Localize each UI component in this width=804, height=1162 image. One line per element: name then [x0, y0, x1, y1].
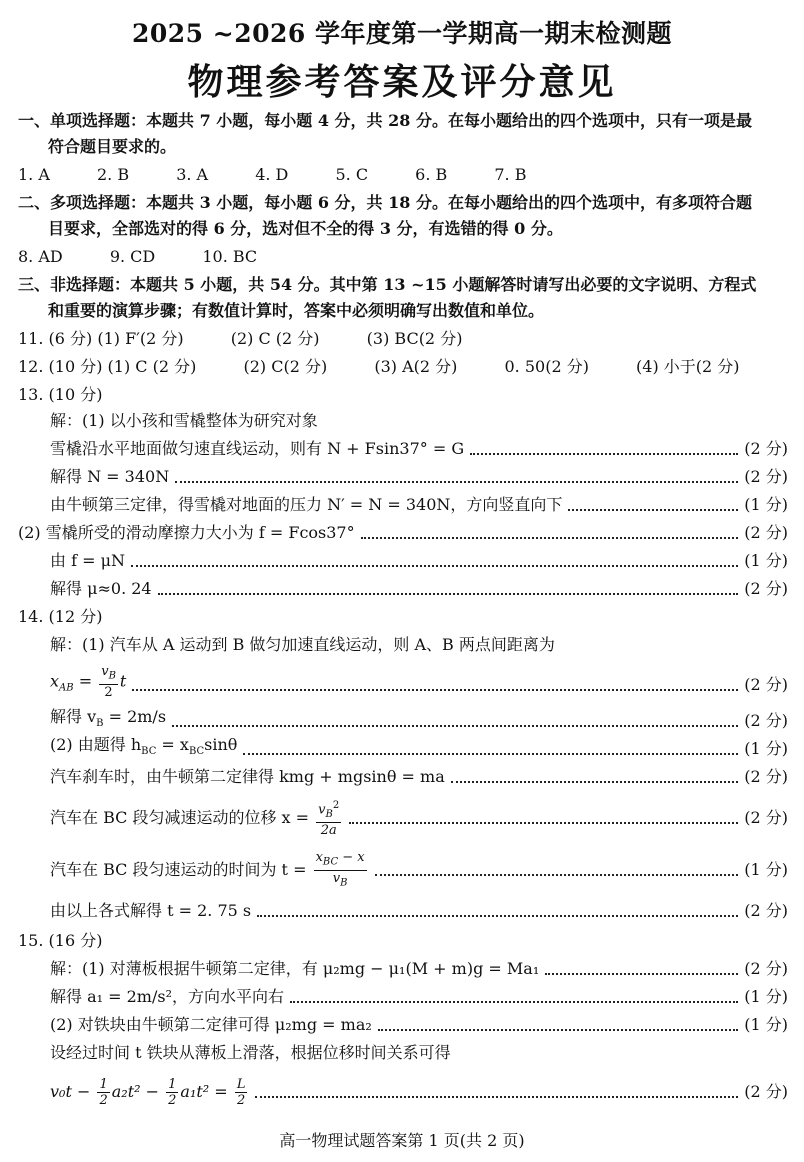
fraction: [235, 1077, 248, 1108]
answer-8: 8. AD: [18, 247, 63, 266]
q13-line6-text: 由 f = μN: [50, 551, 125, 570]
leader-dots: [257, 915, 738, 917]
leader-dots: [290, 1001, 738, 1003]
q14-l7-minus-x: − x: [338, 850, 365, 866]
answer-9: 9. CD: [109, 247, 156, 266]
q13-line2-points: (2 分): [744, 439, 788, 458]
q15-line2-text: 解得 a₁ = 2m/s²，方向水平向右: [50, 987, 284, 1006]
q15-line2: [50, 984, 788, 1010]
answer-5: 5. C: [335, 165, 369, 184]
fraction-den: 2: [99, 1093, 108, 1108]
fraction-den: 2: [104, 684, 113, 700]
q12-part2: (2) C(2 分): [243, 357, 328, 376]
leader-dots: [545, 973, 738, 975]
q11-answers: [18, 326, 788, 352]
fraction: [314, 850, 367, 890]
answer-key-title: 物理参考答案及评分意见: [187, 61, 617, 103]
q14-line4-sub2: BC: [188, 746, 205, 758]
fraction: [166, 1077, 178, 1108]
q13-line5: [18, 520, 788, 546]
exam-title: 2025 ~2026 学年度第一学期高一期末检测题: [131, 19, 673, 48]
leader-dots: [158, 593, 739, 595]
q13-line7-points: (2 分): [744, 579, 788, 598]
answer-4: 4. D: [255, 165, 289, 184]
leader-dots: [470, 453, 738, 455]
q14-v-sub: B: [108, 670, 116, 682]
q14-line3-points: (2 分): [744, 711, 788, 730]
q15-line5-points: (2 分): [744, 1082, 788, 1101]
q15-l5-b: a₂t² −: [111, 1082, 160, 1101]
q15-line2-points: (1 分): [744, 987, 788, 1006]
q15-line1-text: 解：(1) 对薄板根据牛顿第二定律，有 μ₂mg − μ₁(M + m)g = Ma₁: [50, 959, 540, 978]
leader-dots: [378, 1029, 738, 1031]
q15-line3-text: (2) 对铁块由牛顿第二定律可得 μ₂mg = ma₂: [50, 1015, 372, 1034]
q14-line4-b: = x: [156, 735, 189, 755]
q14-l7-v: v: [332, 870, 341, 886]
q13-line5-points: (2 分): [744, 523, 788, 542]
leader-dots: [132, 689, 738, 691]
q13-line7-text: 解得 μ≈0. 24: [50, 579, 152, 598]
answer-7: 7. B: [494, 165, 527, 184]
q13-line2-text: 雪橇沿水平地面做匀速直线运动，则有 N + Fsin37° = G: [50, 439, 465, 458]
q13-heading: 13. (10 分): [18, 385, 103, 404]
q14-line4: [50, 736, 788, 762]
section1-heading: 一、单项选择题：本题共 7 小题，每小题 4 分，共 28 分。在每小题给出的四个选项中，只有一项是最: [18, 111, 752, 130]
leader-dots: [172, 725, 738, 727]
leader-dots: [175, 481, 738, 483]
fraction-den: [314, 871, 367, 891]
fraction-den: 2: [236, 1093, 246, 1108]
fraction: [99, 664, 118, 700]
answer-10: 10. BC: [202, 247, 258, 266]
fraction: [316, 798, 341, 838]
q15-heading: 15. (16 分): [18, 931, 103, 950]
q13-line3-points: (2 分): [744, 467, 788, 486]
section3-heading: 三、非选择题：本题共 5 小题，共 54 分。其中第 13 ~15 小题解答时请写出必要的文字说明、方程式: [18, 275, 757, 294]
q12-part3b: 0. 50(2 分): [504, 357, 589, 376]
q14-l7-v-sub: B: [340, 877, 348, 889]
q14-t: t: [119, 671, 127, 691]
q14-x: x: [50, 671, 60, 691]
q13-line1: 解：(1) 以小孩和雪橇整体为研究对象: [50, 411, 318, 430]
q15-line1: [50, 956, 788, 982]
leader-dots: [375, 874, 739, 876]
q12-part3: (3) A(2 分): [374, 357, 458, 376]
q14-line6-a: 汽车在 BC 段匀减速运动的位移 x =: [50, 807, 310, 827]
q13-line3: [50, 464, 788, 490]
section1-answers: [18, 162, 788, 188]
answer-2: 2. B: [97, 165, 130, 184]
fraction-num: [316, 798, 341, 823]
fraction-num: [99, 664, 118, 685]
leader-dots: [349, 822, 738, 824]
q15-l5-c: a₁t² =: [180, 1082, 228, 1101]
q14-line5-text: 汽车刹车时，由牛顿第二定律得 kmg + mgsinθ = ma: [50, 767, 445, 786]
q14-line5: [50, 764, 788, 790]
q14-l7-x-sub: BC: [322, 856, 339, 868]
fraction-num: [314, 850, 367, 871]
q14-heading: 14. (12 分): [18, 607, 103, 626]
fraction-num: L: [236, 1077, 246, 1092]
section2-heading: 二、多项选择题：本题共 3 小题，每小题 6 分，共 18 分。在每小题给出的四个选项中，有多项符合题: [18, 193, 752, 212]
q12-part4: (4) 小于(2 分): [636, 357, 740, 376]
answer-6: 6. B: [415, 165, 448, 184]
answer-3: 3. A: [176, 165, 209, 184]
q13-line4-text: 由牛顿第三定律，得雪橇对地面的压力 N′ = N = 340N，方向竖直向下: [50, 495, 563, 514]
q12-answers: [18, 354, 788, 380]
q13-line6-points: (1 分): [744, 551, 788, 570]
page-footer: 高一物理试题答案第 1 页(共 2 页): [279, 1131, 525, 1150]
fraction-den: 2: [168, 1093, 177, 1108]
q14-line4-text: [50, 732, 237, 765]
q14-l6-v: v: [318, 802, 326, 818]
leader-dots: [361, 537, 739, 539]
q14-line8-points: (2 分): [744, 901, 788, 920]
q13-line5-text: (2) 雪橇所受的滑动摩擦力大小为 f = Fcos37°: [18, 523, 355, 542]
leader-dots: [451, 781, 738, 783]
q14-eq: =: [78, 671, 93, 691]
q14-line7-a: 汽车在 BC 段匀速运动的时间为 t =: [50, 859, 307, 879]
q15-line4: 设经过时间 t 铁块从薄板上滑落，根据位移时间关系可得: [50, 1043, 451, 1062]
q15-l5-a: v₀t −: [50, 1082, 91, 1101]
leader-dots: [255, 1096, 738, 1098]
leader-dots: [131, 565, 738, 567]
answer-1: 1. A: [18, 165, 50, 184]
q14-line6: [50, 798, 788, 838]
q14-l6-v-sub: B: [325, 809, 333, 821]
q14-line7-text: [50, 850, 369, 891]
q14-line1: 解：(1) 汽车从 A 运动到 B 做匀加速直线运动，则 A、B 两点间距离为: [50, 635, 555, 654]
q14-line4-c: sinθ: [204, 735, 238, 755]
q14-line8: [50, 898, 788, 924]
q11-part3: (3) BC(2 分): [366, 329, 463, 348]
q14-line8-text: 由以上各式解得 t = 2. 75 s: [50, 901, 252, 920]
q14-line7: [50, 850, 788, 890]
q14-line5-points: (2 分): [744, 767, 788, 786]
q13-line6: [50, 548, 788, 574]
q14-x-sub: AB: [59, 682, 74, 694]
q15-line3: [50, 1012, 788, 1038]
q14-line2: [50, 664, 788, 702]
q14-line3-a: 解得 v: [50, 707, 97, 727]
q15-line5-eq: [50, 1072, 249, 1112]
q14-l6-v-sup: 2: [332, 800, 340, 812]
q14-line3-b: = 2m/s: [103, 707, 167, 727]
q13-line2: [50, 436, 788, 462]
q14-v: v: [101, 664, 109, 680]
fraction-num: 1: [168, 1077, 177, 1092]
q15-line5: [50, 1072, 788, 1112]
q14-line4-sub1: BC: [141, 746, 157, 758]
q14-line6-text: [50, 798, 343, 838]
q15-line3-points: (1 分): [744, 1015, 788, 1034]
q14-line4-points: (1 分): [744, 739, 788, 758]
section2-answers: [18, 244, 788, 270]
q14-l7-x: x: [315, 850, 323, 866]
q13-line4-points: (1 分): [744, 495, 788, 514]
q14-line3: [50, 708, 788, 734]
q14-line2-points: (2 分): [744, 675, 788, 694]
q14-line2-eq: [50, 664, 126, 705]
q13-line3-text: 解得 N = 340N: [50, 467, 170, 486]
leader-dots: [243, 753, 738, 755]
fraction-den: 2a: [320, 823, 337, 839]
fraction-num: 1: [99, 1077, 108, 1092]
q12-part1: 12. (10 分) (1) C (2 分): [18, 357, 197, 376]
q14-line3-sub: B: [96, 718, 104, 730]
q14-line4-a: (2) 由题得 h: [50, 735, 142, 755]
q11-part2: (2) C (2 分): [230, 329, 320, 348]
q14-line7-points: (1 分): [744, 860, 788, 879]
section2-heading-cont: 目要求，全部选对的得 6 分，选对但不全的得 3 分，有选错的得 0 分。: [48, 219, 563, 238]
fraction: [97, 1077, 109, 1108]
leader-dots: [568, 509, 738, 511]
section3-heading-cont: 和重要的演算步骤；有数值计算时，答案中必须明确写出数值和单位。: [48, 301, 545, 320]
q15-line1-points: (2 分): [744, 959, 788, 978]
section1-heading-cont: 符合题目要求的。: [48, 137, 177, 156]
q11-part1: 11. (6 分) (1) F′(2 分): [18, 329, 184, 348]
q13-line7: [50, 576, 788, 602]
q13-line4: [50, 492, 788, 518]
q14-line6-points: (2 分): [744, 808, 788, 827]
